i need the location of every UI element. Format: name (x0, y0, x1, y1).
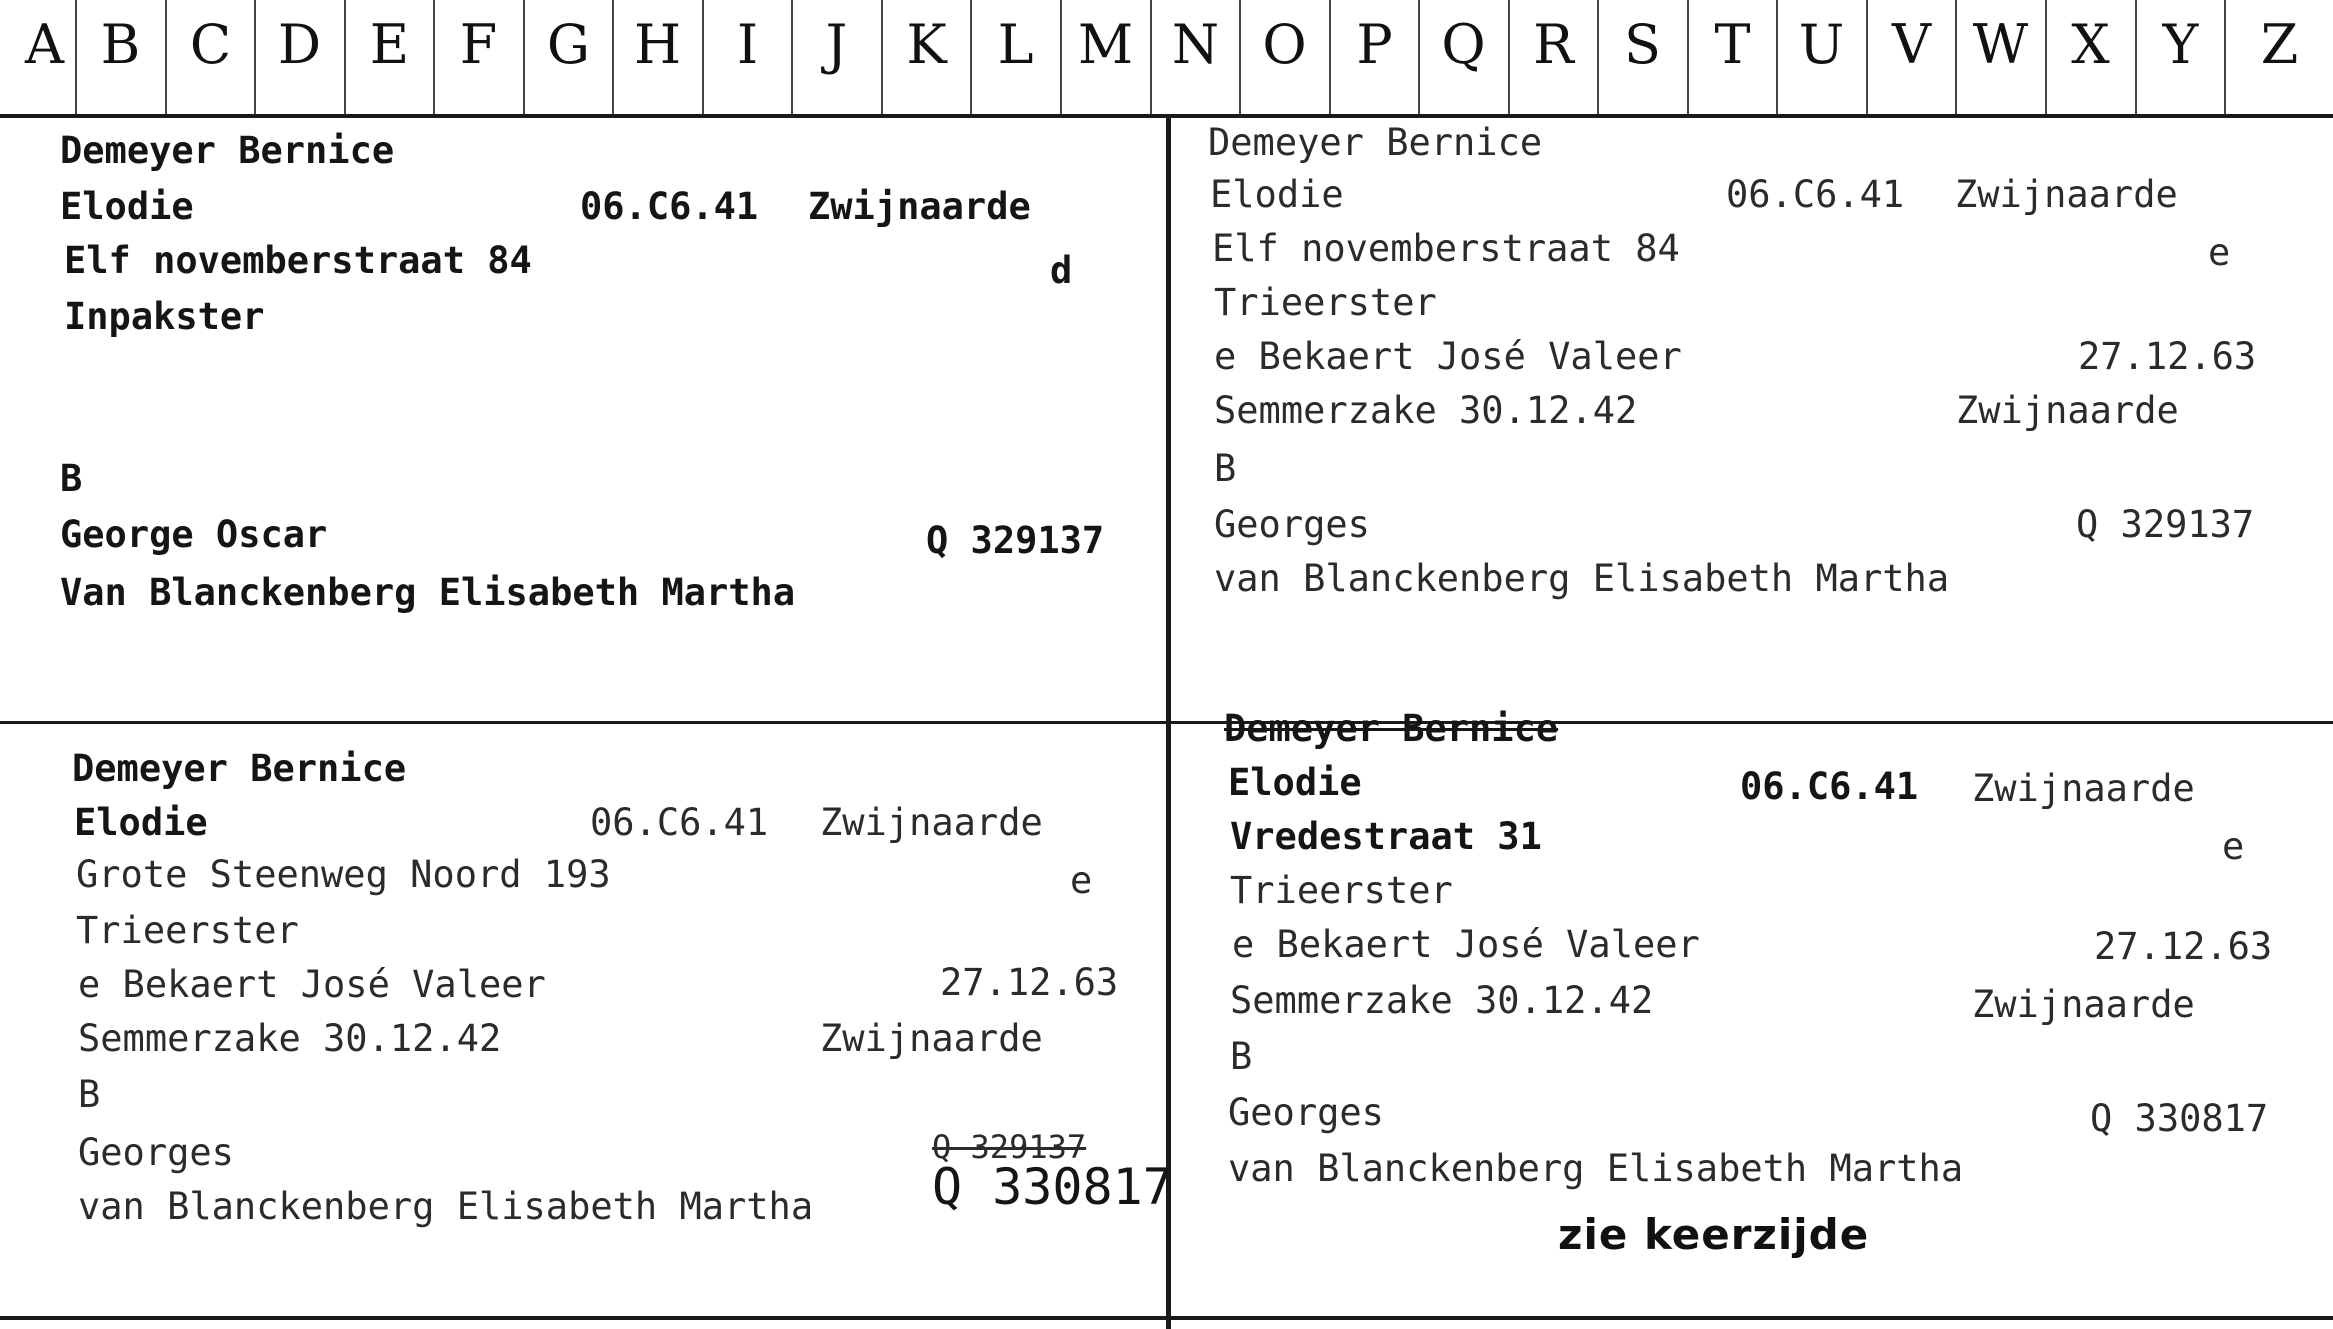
card-q-number-old-struck: Q 329137 (932, 1128, 1087, 1166)
card-q-number: Q 330817 (2090, 1097, 2269, 1140)
card-q-number: Q 329137 (2076, 503, 2255, 546)
index-letter-m: M (1060, 0, 1149, 114)
index-letter-g: G (523, 0, 612, 114)
index-letter-l: L (970, 0, 1059, 114)
card-spouse-birth: Semmerzake 30.12.42 (1230, 979, 1654, 1022)
card-spouse-birth: Semmerzake 30.12.42 (1214, 389, 1638, 432)
index-letter-a: A (0, 0, 89, 114)
card-address: Vredestraat 31 (1230, 815, 1542, 858)
index-letter-j: J (791, 0, 880, 114)
card-mother: Van Blanckenberg Elisabeth Martha (60, 571, 796, 614)
card-marriage-place: Zwijnaarde (820, 1017, 1043, 1060)
index-letter-x: X (2045, 0, 2134, 114)
card-first-name: Elodie (1228, 761, 1362, 804)
card-code-b: B (1214, 447, 1237, 490)
card-name: Demeyer Bernice (1208, 121, 1543, 164)
card-q-number: Q 329137 (926, 519, 1105, 562)
card-status-code: d (1050, 249, 1073, 292)
card-mother: van Blanckenberg Elisabeth Martha (1214, 557, 1950, 600)
card-address: Grote Steenweg Noord 193 (76, 853, 611, 896)
card-status-code: e (2222, 825, 2245, 868)
alphabet-index-strip (0, 0, 2333, 118)
card-birth-date: 06.C6.41 (580, 185, 759, 228)
card-status-code: e (1070, 859, 1093, 902)
card-first-name: Elodie (60, 185, 194, 228)
card-birth-date: 06.C6.41 (590, 801, 769, 844)
card-birth-date: 06.C6.41 (1726, 173, 1905, 216)
card-name: Demeyer Bernice (72, 747, 407, 790)
index-letter-i: I (702, 0, 791, 114)
card-occupation: Trieerster (1214, 281, 1437, 324)
index-letter-u: U (1776, 0, 1865, 114)
card-marriage-place: Zwijnaarde (1956, 389, 2179, 432)
card-mother: van Blanckenberg Elisabeth Martha (1228, 1147, 1964, 1190)
index-letter-b: B (75, 0, 164, 114)
card-father: Georges (1228, 1091, 1384, 1134)
index-letter-e: E (344, 0, 433, 114)
card-father: Georges (1214, 503, 1370, 546)
card-spouse-birth: Semmerzake 30.12.42 (78, 1017, 502, 1060)
card-code-b: B (60, 457, 83, 500)
card-code-b: B (1230, 1035, 1253, 1078)
index-letter-q: Q (1418, 0, 1507, 114)
index-letter-w: W (1955, 0, 2044, 114)
card-spouse: e Bekaert José Valeer (78, 963, 546, 1006)
card-occupation: Trieerster (1230, 869, 1453, 912)
index-letter-y: Y (2135, 0, 2224, 114)
stamp-zie-keerzijde: zie keerzijde (1558, 1210, 1870, 1259)
card-marriage-date: 27.12.63 (940, 961, 1119, 1004)
card-father: George Oscar (60, 513, 328, 556)
horizontal-divider-left (0, 721, 1170, 724)
index-letter-f: F (433, 0, 522, 114)
card-birth-place: Zwijnaarde (1955, 173, 2178, 216)
card-name: Demeyer Bernice (60, 129, 395, 172)
card-address: Elf novemberstraat 84 (64, 239, 532, 282)
index-letter-n: N (1150, 0, 1239, 114)
card-code-b: B (78, 1073, 101, 1116)
index-letter-s: S (1597, 0, 1686, 114)
card-spouse: e Bekaert José Valeer (1232, 923, 1700, 966)
card-occupation: Trieerster (76, 909, 299, 952)
card-birth-place: Zwijnaarde (1972, 767, 2195, 810)
index-letter-d: D (254, 0, 343, 114)
card-mother: van Blanckenberg Elisabeth Martha (78, 1185, 814, 1228)
index-letter-v: V (1866, 0, 1955, 114)
index-letter-z: Z (2224, 0, 2333, 114)
card-birth-date: 06.C6.41 (1740, 765, 1919, 808)
card-first-name: Elodie (74, 801, 208, 844)
card-father: Georges (78, 1131, 234, 1174)
card-name-struck: Demeyer Bernice (1224, 707, 1559, 750)
index-letter-t: T (1687, 0, 1776, 114)
card-occupation: Inpakster (64, 295, 265, 338)
card-status-code: e (2208, 231, 2231, 274)
index-letter-c: C (165, 0, 254, 114)
card-marriage-date: 27.12.63 (2078, 335, 2257, 378)
index-letter-h: H (612, 0, 701, 114)
card-spouse: e Bekaert José Valeer (1214, 335, 1682, 378)
card-birth-place: Zwijnaarde (808, 185, 1031, 228)
card-first-name: Elodie (1210, 173, 1344, 216)
index-letter-o: O (1239, 0, 1328, 114)
card-marriage-date: 27.12.63 (2094, 925, 2273, 968)
index-letter-p: P (1329, 0, 1418, 114)
index-letter-r: R (1508, 0, 1597, 114)
card-q-number-new: Q 330817 (932, 1158, 1173, 1216)
card-marriage-place: Zwijnaarde (1972, 983, 2195, 1026)
index-letter-k: K (881, 0, 970, 114)
card-address: Elf novemberstraat 84 (1212, 227, 1680, 270)
bottom-border (0, 1316, 2333, 1320)
card-birth-place: Zwijnaarde (820, 801, 1043, 844)
